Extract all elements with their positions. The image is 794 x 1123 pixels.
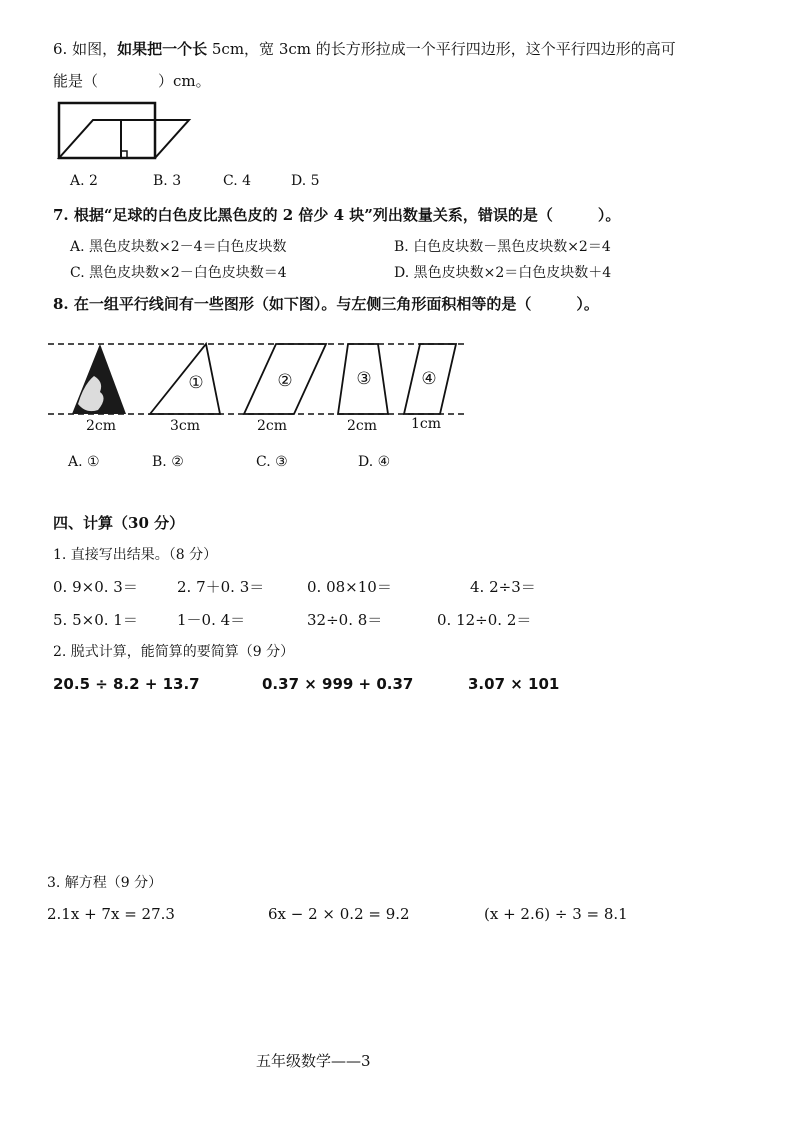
- q8-option-b[interactable]: B. ②: [152, 454, 184, 470]
- q8-figure-4-label: ④: [421, 369, 437, 389]
- q8-option-c[interactable]: C. ③: [256, 454, 288, 470]
- q7-option-b[interactable]: B. 白色皮块数－黑色皮块数×2＝4: [394, 239, 611, 255]
- p1-r2-c2: 1－0. 4＝: [177, 611, 246, 629]
- p1-r1-c3: 0. 08×10＝: [307, 578, 392, 596]
- q8-option-d[interactable]: D. ④: [358, 454, 391, 470]
- part-1-title: 1. 直接写出结果。（8 分）: [53, 547, 218, 563]
- q6-rectangle: [59, 103, 155, 158]
- p1-r2-c1: 5. 5×0. 1＝: [53, 611, 138, 629]
- q8-figure-2-label: ②: [277, 371, 293, 391]
- q7-option-c[interactable]: C. 黑色皮块数×2－白色皮块数＝4: [70, 265, 287, 281]
- q6-bold-text: 如果把一个长: [117, 40, 208, 58]
- part-3-title: 3. 解方程（9 分）: [47, 875, 163, 891]
- p2-item-2: 0.37 × 999 + 0.37: [262, 675, 414, 693]
- q8-base-label-triangle: 2cm: [86, 418, 117, 434]
- q7-stem: 7. 根据“足球的白色皮比黑色皮的 2 倍少 4 块”列出数量关系，错误的是（ ）。: [53, 206, 621, 224]
- p2-item-1: 20.5 ÷ 8.2 + 13.7: [53, 675, 200, 693]
- q8-figure-1-label: ①: [188, 373, 204, 393]
- p1-r2-c4: 0. 12÷0. 2＝: [437, 611, 532, 629]
- section-4-title: 四、计算（30 分）: [53, 514, 185, 532]
- page-footer: 五年级数学——3: [256, 1052, 371, 1070]
- q8-base-label-1: 3cm: [170, 418, 201, 434]
- q6-parallelogram: [59, 120, 189, 158]
- p1-r1-c2: 2. 7＋0. 3＝: [177, 578, 265, 596]
- q6-rest: 5cm，宽 3cm 的长方形拉成一个平行四边形，这个平行四边形的高可: [207, 40, 676, 58]
- q6-line1: [53, 38, 676, 59]
- q8-base-label-2: 2cm: [257, 418, 288, 434]
- q8-stem: 8. 在一组平行线间有一些图形（如下图）。与左侧三角形面积相等的是（ ）。: [53, 295, 599, 313]
- p2-item-3: 3.07 × 101: [468, 675, 560, 693]
- p1-r1-c4: 4. 2÷3＝: [470, 578, 536, 596]
- q6-rectangle-parallelogram-figure: [55, 100, 195, 162]
- q8-figure-1-triangle: [150, 344, 220, 414]
- part-2-title: 2. 脱式计算，能简算的要简算（9 分）: [53, 644, 295, 660]
- q8-base-label-3: 2cm: [347, 418, 378, 434]
- q8-base-label-4: 1cm: [411, 416, 442, 432]
- q7-option-a[interactable]: A. 黑色皮块数×2－4＝白色皮块数: [70, 239, 287, 255]
- p3-item-1: 2.1x + 7x = 27.3: [47, 905, 175, 923]
- p1-r2-c3: 32÷0. 8＝: [307, 611, 383, 629]
- q6-option-d[interactable]: D. 5: [291, 173, 320, 189]
- q6-prefix: 6. 如图，: [53, 40, 118, 58]
- q8-option-a[interactable]: A. ①: [68, 454, 100, 470]
- p3-item-2: 6x − 2 × 0.2 = 9.2: [268, 905, 410, 923]
- q7-option-d[interactable]: D. 黑色皮块数×2＝白色皮块数＋4: [394, 265, 612, 281]
- p1-r1-c1: 0. 9×0. 3＝: [53, 578, 138, 596]
- q8-figure-3-label: ③: [356, 369, 372, 389]
- q6-line2: 能是（ ）cm。: [53, 72, 211, 90]
- q6-option-a[interactable]: A. 2: [70, 173, 98, 189]
- p3-item-3: (x + 2.6) ÷ 3 = 8.1: [484, 905, 628, 923]
- q6-option-b[interactable]: B. 3: [153, 173, 182, 189]
- q6-option-c[interactable]: C. 4: [223, 173, 252, 189]
